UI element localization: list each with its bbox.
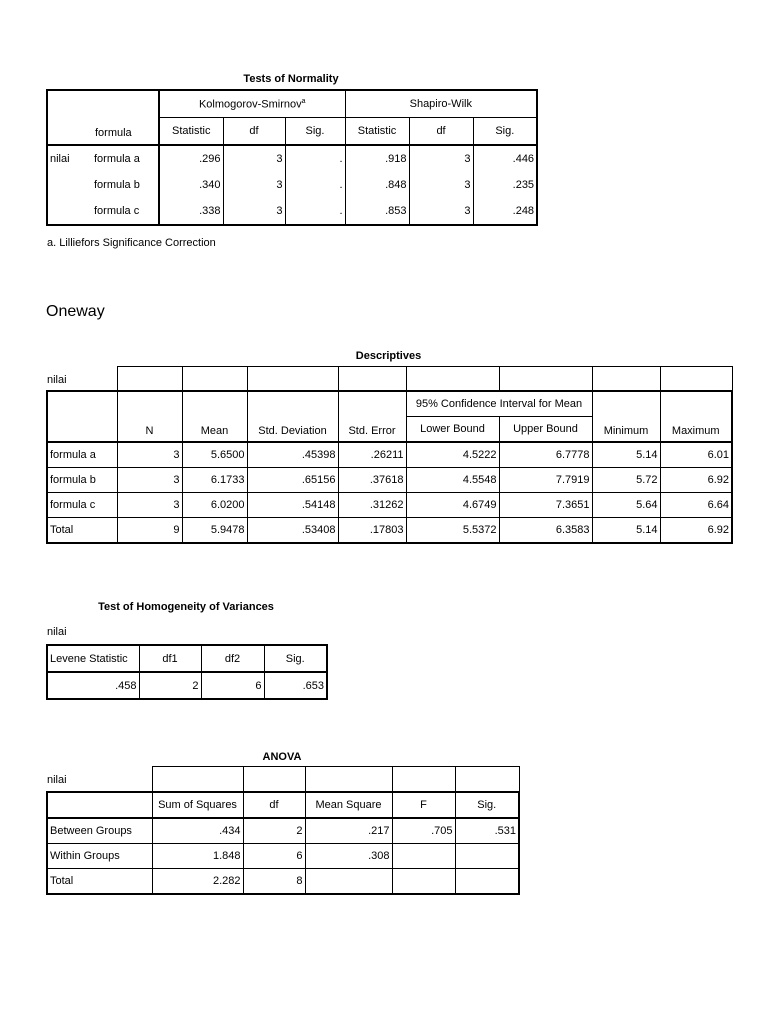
header-df2: df2 xyxy=(201,645,264,672)
header-std-error: Std. Error xyxy=(338,391,406,442)
homogeneity-var-label: nilai xyxy=(47,626,67,638)
ks-statistic-header: Statistic xyxy=(159,118,223,146)
header-df: df xyxy=(243,792,305,818)
homogeneity-title: Test of Homogeneity of Variances xyxy=(98,601,274,613)
header-sig: Sig. xyxy=(264,645,327,672)
table-row: formula b .340 3 . .848 3 .235 xyxy=(47,172,537,198)
homogeneity-table xyxy=(46,644,328,700)
ks-sig-header: Sig. xyxy=(285,118,345,146)
ks-df-header: df xyxy=(223,118,285,146)
descriptives-title: Descriptives xyxy=(355,350,422,362)
var-label: nilai xyxy=(50,153,70,165)
header-n: N xyxy=(117,391,182,442)
header-std-deviation: Std. Deviation xyxy=(247,391,338,442)
anova-var-label: nilai xyxy=(47,774,67,786)
table-row: Between Groups .434 2 .217 .705 .531 xyxy=(47,818,519,844)
header-sum-of-squares: Sum of Squares xyxy=(152,792,243,818)
table-row: formula a 3 5.6500 .45398 .26211 4.5222 6.7778 5.14 6.01 xyxy=(47,442,732,468)
table-row: formula c .338 3 . .853 3 .248 xyxy=(47,198,537,225)
table-row: nilai formula a .296 3 . .918 3 .446 xyxy=(47,145,537,172)
anova-title: ANOVA xyxy=(262,751,302,763)
sw-df-header: df xyxy=(409,118,473,146)
normality-table xyxy=(46,89,538,226)
descriptives-table xyxy=(46,366,733,544)
anova-table xyxy=(46,766,520,895)
table-row: Total 9 5.9478 .53408 .17803 5.5372 6.3583 5.14 6.92 xyxy=(47,518,732,544)
descriptives-var-label: nilai xyxy=(47,374,67,386)
table-row: Within Groups 1.848 6 .308 xyxy=(47,844,519,869)
header-lower-bound: Lower Bound xyxy=(406,417,499,443)
header-mean-square: Mean Square xyxy=(305,792,392,818)
formula-header-cell xyxy=(47,90,159,145)
header-levene: Levene Statistic xyxy=(47,645,139,672)
ci-header: 95% Confidence Interval for Mean xyxy=(406,391,592,417)
header-mean: Mean xyxy=(182,391,247,442)
sw-statistic-header: Statistic xyxy=(345,118,409,146)
header-f: F xyxy=(392,792,455,818)
header-sig: Sig. xyxy=(455,792,519,818)
table-row: formula b 3 6.1733 .65156 .37618 4.5548 7.7919 5.72 6.92 xyxy=(47,468,732,493)
formula-header: formula xyxy=(95,127,132,139)
table-row: formula c 3 6.0200 .54148 .31262 4.6749 7.3651 5.64 6.64 xyxy=(47,493,732,518)
header-df1: df1 xyxy=(139,645,201,672)
normality-title: Tests of Normality xyxy=(243,73,339,85)
table-row: Total 2.282 8 xyxy=(47,869,519,895)
section-title: Oneway xyxy=(46,303,105,320)
normality-footnote: a. Lilliefors Significance Correction xyxy=(47,237,216,249)
sw-sig-header: Sig. xyxy=(473,118,537,146)
table-row: .458 2 6 .653 xyxy=(47,672,327,699)
header-maximum: Maximum xyxy=(660,391,732,442)
header-minimum: Minimum xyxy=(592,391,660,442)
sw-group-header: Shapiro-Wilk xyxy=(345,90,537,118)
header-upper-bound: Upper Bound xyxy=(499,417,592,443)
ks-group-header: Kolmogorov-Smirnov$^a$ xyxy=(159,90,345,118)
